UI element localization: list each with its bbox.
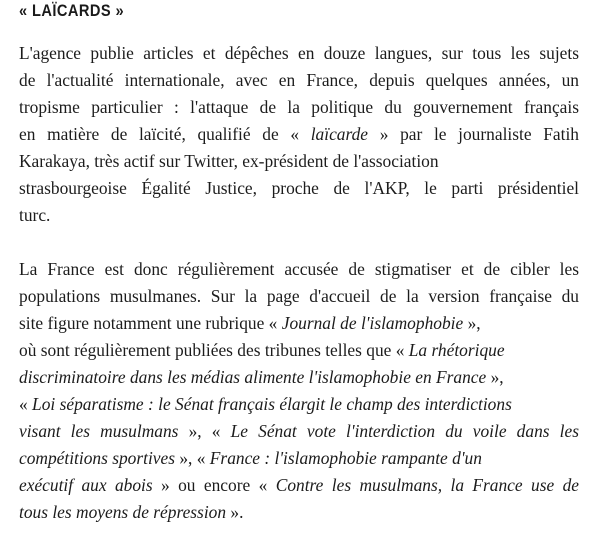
paragraph-2-line-9 — [19, 472, 579, 499]
headline-quote: discriminatoire dans les médias alimente l'islamophobie en France — [19, 367, 487, 387]
paragraph-1-line-6: strasbourgeoise Égalité Justice, proche de l'AKP, le parti présidentiel — [19, 178, 579, 198]
paragraph-1 — [19, 40, 579, 229]
headline-quote: tous les moyens de répression — [19, 502, 227, 522]
paragraph-1-line-4 — [19, 121, 579, 148]
headline-quote: France : l'islamophobie rampante d'un — [209, 448, 482, 468]
paragraph-2-line-8 — [19, 445, 579, 472]
paragraph-2-line-6 — [19, 391, 579, 418]
headline-quote: La rhétorique — [408, 340, 505, 360]
headline-quote: exécutif aux abois — [19, 475, 153, 495]
quoted-term: laïcarde — [310, 124, 369, 144]
section-heading: « LAÏCARDS » — [19, 1, 125, 20]
paragraph-2-line-1: La France est donc régulièrement accusée de stigmatiser et de cibler les — [19, 259, 579, 279]
paragraph-1-line-7: turc. — [19, 205, 51, 225]
paragraph-1-line-2: de l'actualité internationale, avec en France, depuis quelques années, un — [19, 70, 579, 90]
paragraph-2-line-5 — [19, 364, 579, 391]
paragraph-2-line-3 — [19, 310, 579, 337]
rubric-title: Journal de l'islamophobie — [281, 313, 464, 333]
line-text: ». — [226, 502, 244, 522]
paragraph-2 — [19, 256, 579, 526]
line-text: » ou encore « — [152, 475, 276, 495]
line-text: site figure notamment une rubrique « — [19, 313, 282, 333]
line-text: en matière de laïcité, qualifié de « — [19, 124, 311, 144]
paragraph-1-line-1: L'agence publie articles et dépêches en douze langues, sur tous les sujets — [19, 43, 579, 63]
headline-quote: Contre les musulmans, la France use de — [275, 475, 579, 495]
line-text: », — [463, 313, 481, 333]
line-text: » par le journaliste Fatih — [368, 124, 579, 144]
paragraph-2-line-7 — [19, 418, 579, 445]
paragraph-1-line-3: tropisme particulier : l'attaque de la politique du gouvernement français — [19, 97, 579, 117]
paragraph-2-line-2: populations musulmanes. Sur la page d'accueil de la version française du — [19, 286, 579, 306]
headline-quote: compétitions sportives — [19, 448, 176, 468]
line-text: où sont régulièrement publiées des tribunes telles que « — [19, 340, 409, 360]
headline-quote: Loi séparatisme : le Sénat français élargit le champ des interdictions — [32, 394, 512, 414]
line-text: », — [486, 367, 504, 387]
line-text: « — [19, 394, 33, 414]
paragraph-1-line-5: Karakaya, très actif sur Twitter, ex-président de l'association — [19, 151, 439, 171]
paragraph-2-line-4 — [19, 337, 579, 364]
headline-quote: Le Sénat vote l'interdiction du voile dans les — [230, 421, 579, 441]
line-text: », « — [178, 421, 231, 441]
article-body — [19, 0, 579, 526]
paragraph-2-line-10 — [19, 499, 579, 526]
headline-quote: visant les musulmans — [19, 421, 179, 441]
line-text: », « — [175, 448, 210, 468]
